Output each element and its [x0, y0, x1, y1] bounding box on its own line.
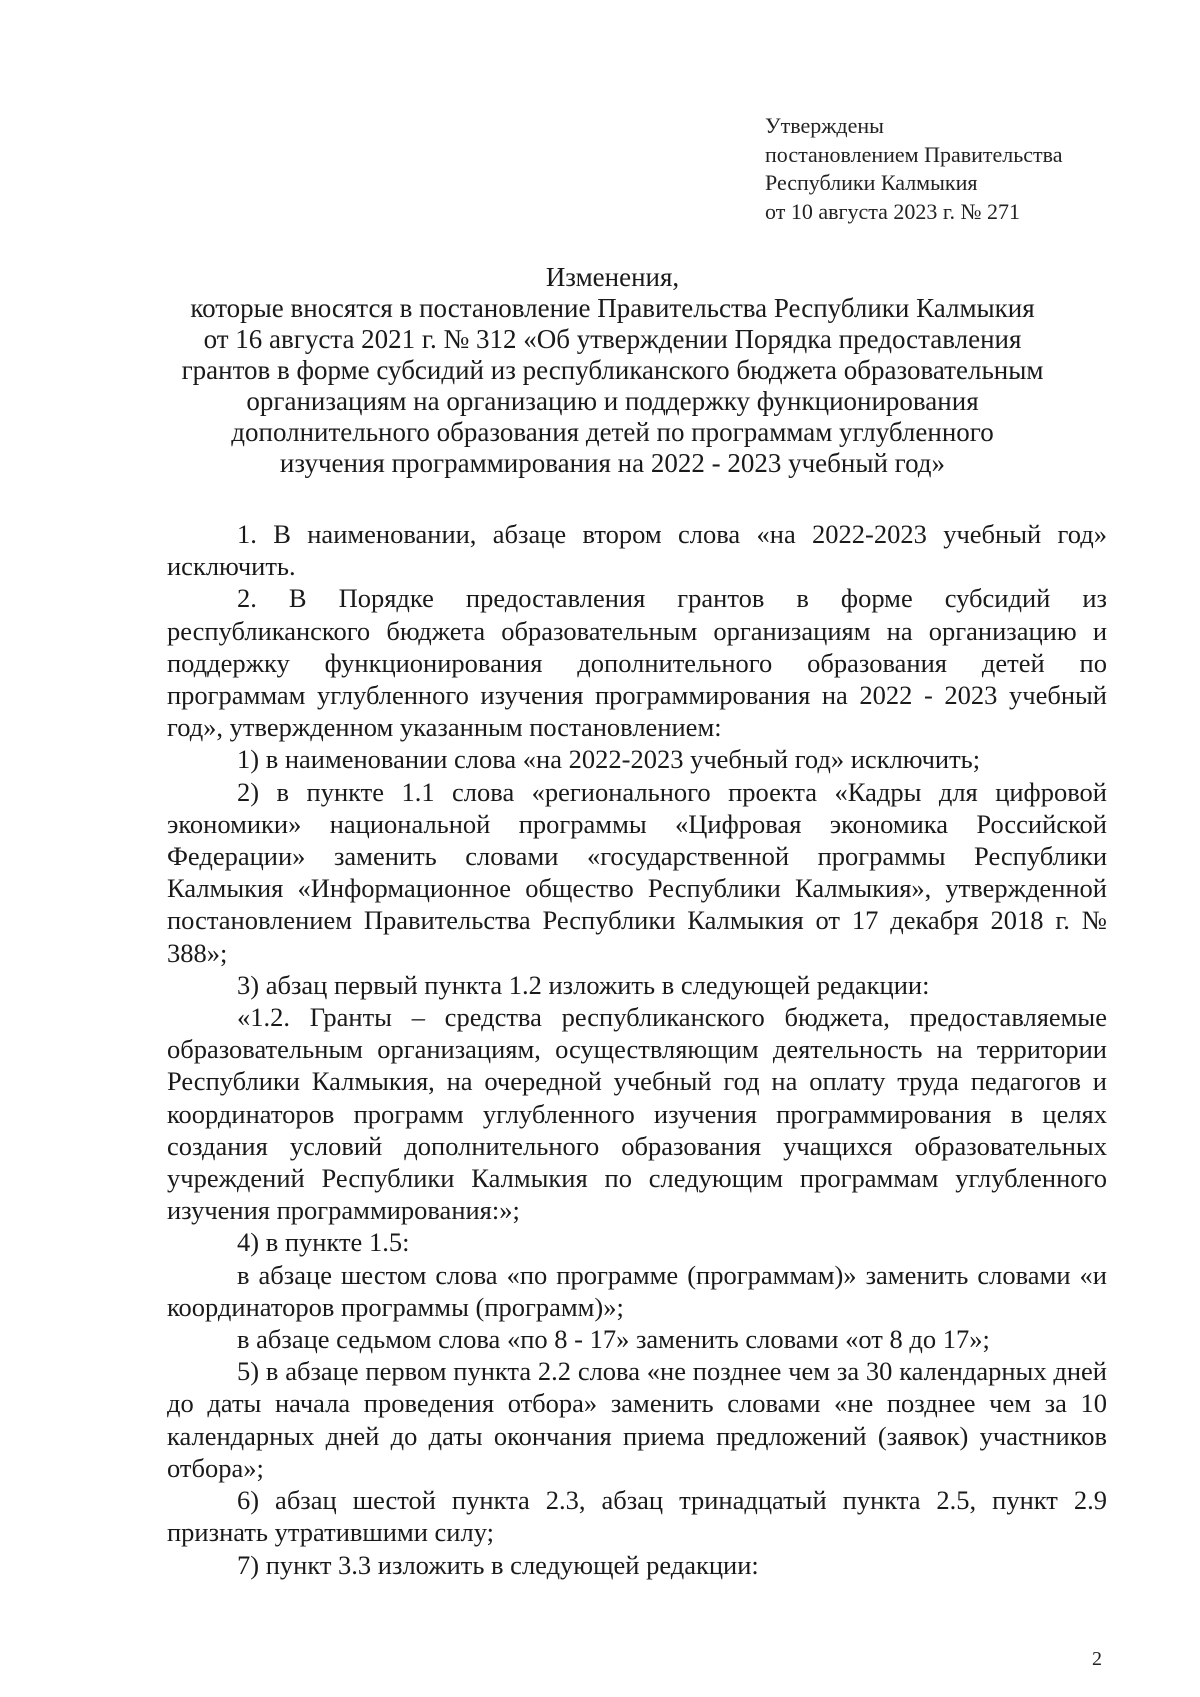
heading-line: дополнительного образования детей по программам углубленного [231, 417, 994, 447]
body-paragraph: 6) абзац шестой пункта 2.3, абзац тринадцатый пункта 2.5, пункт 2.9 признать утратившими силу; [167, 1485, 1107, 1548]
heading-line: изучения программирования на 2022 - 2023 учебный год» [279, 448, 946, 478]
body-paragraph: в абзаце шестом слова «по программе (программам)» заменить словами «и координаторов программы (программ)»; [167, 1259, 1107, 1322]
body-paragraph: 1. В наименовании, абзаце втором слова «на 2022-2023 учебный год» исключить. [167, 519, 1107, 582]
body-paragraph: 5) в абзаце первом пункта 2.2 слова «не позднее чем за 30 календарных дней до даты начала проведения отбора» заменить словами «не позднее чем за 10 календарных дней до даты окончания приема предложений (заявок) участников отбора»; [167, 1356, 1107, 1483]
body-paragraph: 3) абзац первый пункта 1.2 изложить в следующей редакции: [237, 969, 930, 1000]
body-paragraph: 2) в пункте 1.1 слова «регионального проекта «Кадры для цифровой экономики» национальной программы «Цифровая экономика Российской Федерации» заменить словами «государственной программы Республики Калмыкия «Информационное общество Республики Калмыкия», утвержденной постановлением Правительства Республики Калмыкия от 17 декабря 2018 г. № 388»; [167, 776, 1107, 968]
heading-line: от 16 августа 2021 г. № 312 «Об утверждении Порядка предоставления [203, 324, 1022, 354]
body-paragraph: 7) пункт 3.3 изложить в следующей редакции: [237, 1549, 759, 1580]
body-paragraph: в абзаце седьмом слова «по 8 - 17» заменить словами «от 8 до 17»; [237, 1324, 990, 1355]
heading-line: грантов в форме субсидий из республиканского бюджета образовательным [181, 355, 1044, 385]
approval-line: Республики Калмыкия [765, 170, 978, 195]
heading-line: организациям на организацию и поддержку функционирования [246, 386, 979, 416]
document-body [167, 518, 1107, 1581]
approval-line: от 10 августа 2023 г. № 271 [765, 198, 1020, 224]
body-paragraph: 4) в пункте 1.5: [237, 1227, 410, 1258]
body-paragraph: «1.2. Гранты – средства республиканского бюджета, предоставляемые образовательным организациям, осуществляющим деятельность на территории Республики Калмыкия, на очередной учебный год на оплату труда педагогов и координаторов программ углубленного изучения программирования в целях создания условий дополнительного образования учащихся образовательных учреждений Республики Калмыкия по следующим программам углубленного изучения программирования:»; [167, 1002, 1107, 1226]
body-paragraph: 2. В Порядке предоставления грантов в форме субсидий из республиканского бюджета образовательным организациям на организацию и поддержку функционирования дополнительного образования детей по программам углубленного изучения программирования на 2022 - 2023 учебный год», утвержденном указанным постановлением: [167, 583, 1107, 743]
page-number: 2 [1092, 1648, 1102, 1670]
body-paragraph: 1) в наименовании слова «на 2022-2023 учебный год» исключить; [237, 744, 981, 775]
approval-line: постановлением Правительства [765, 141, 1063, 167]
heading-title: Изменения, [545, 262, 680, 292]
approval-block [765, 112, 1063, 226]
heading-line: которые вносятся в постановление Правительства Республики Калмыкия [190, 293, 1035, 323]
approval-line: Утверждены [765, 113, 884, 138]
document-heading [120, 262, 1105, 479]
